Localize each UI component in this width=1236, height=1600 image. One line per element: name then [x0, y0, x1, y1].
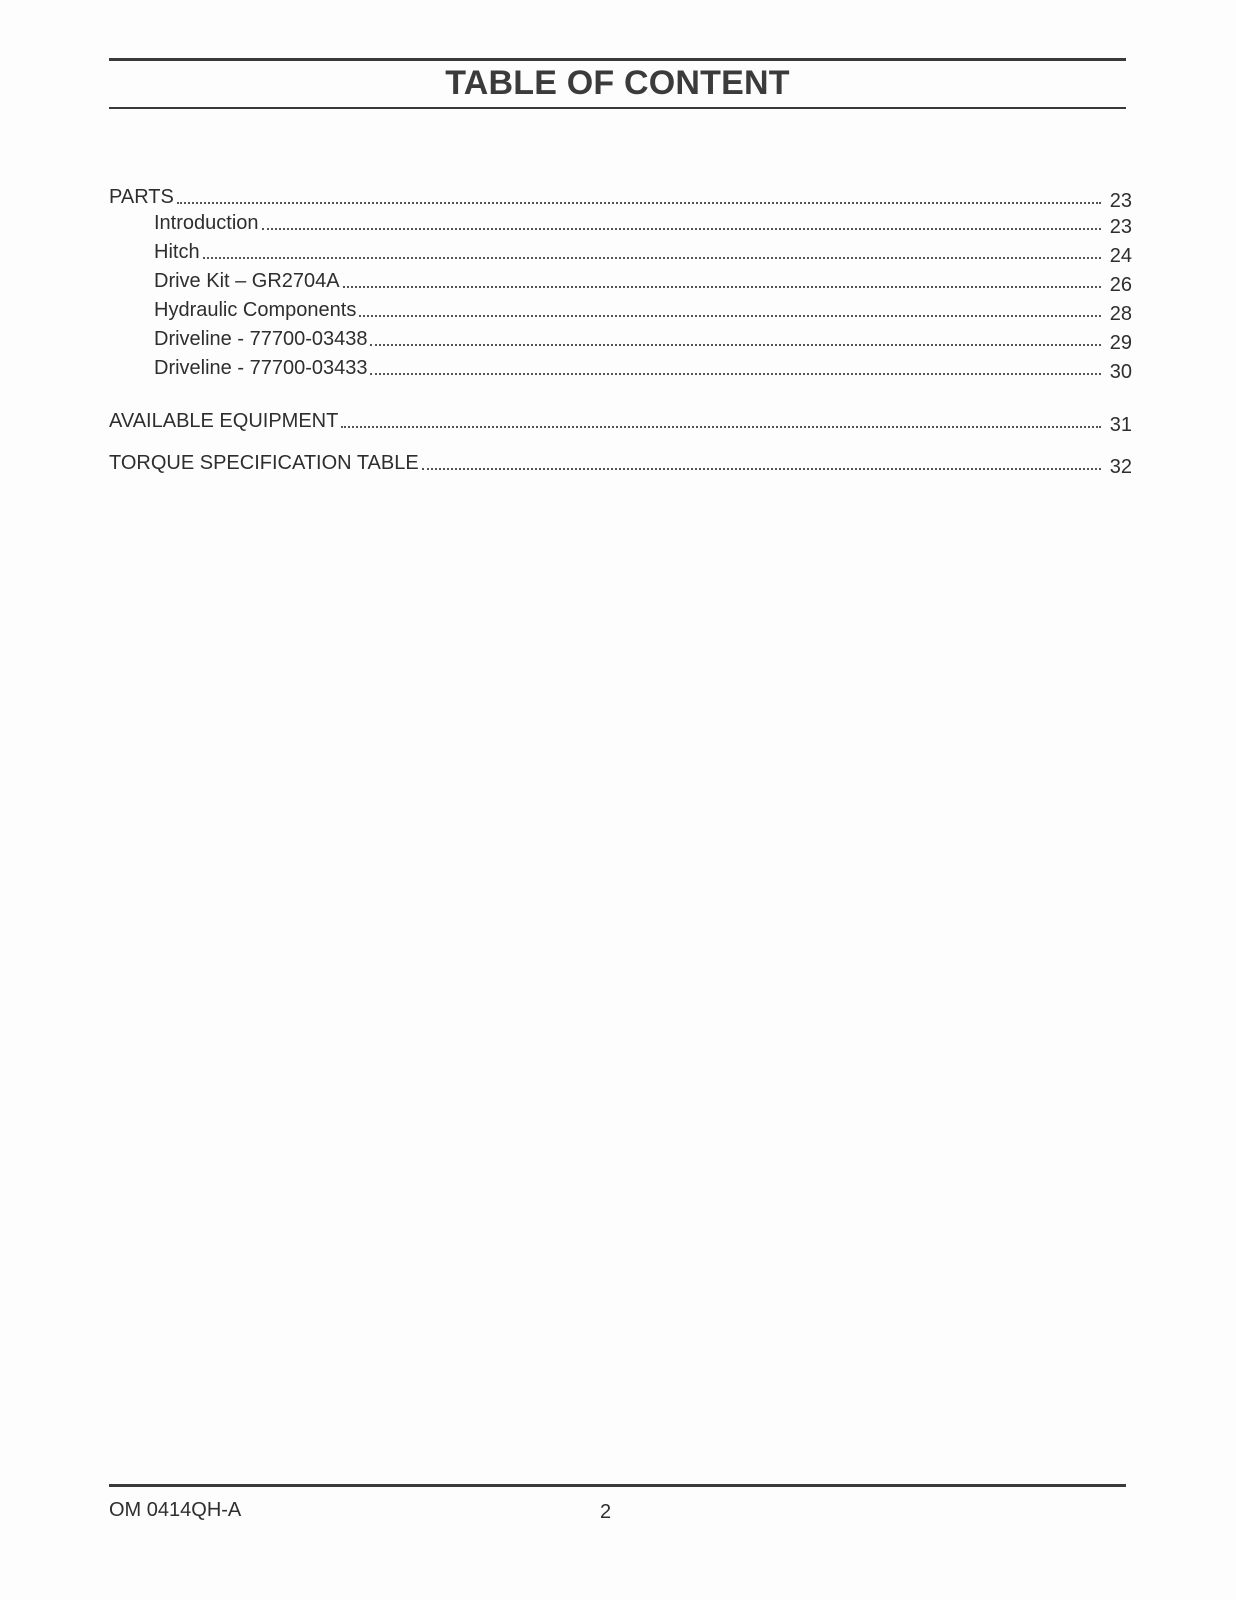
toc-dot-leader	[177, 201, 1101, 204]
toc-dot-leader	[422, 467, 1101, 470]
toc-entry-page: 26	[1109, 274, 1132, 296]
page-title: TABLE OF CONTENT	[445, 64, 790, 102]
toc-entry-page: 31	[1109, 414, 1132, 436]
toc-entry-drive-kit[interactable]	[109, 267, 1132, 296]
toc-entry-page: 29	[1109, 332, 1132, 354]
toc-entry-label: Driveline - 77700-03433	[154, 357, 368, 379]
toc-entry-label: Drive Kit – GR2704A	[154, 270, 340, 292]
toc-entry-label: Driveline - 77700-03438	[154, 328, 368, 350]
toc-entry-label: Hitch	[154, 241, 200, 263]
toc-entry-label: TORQUE SPECIFICATION TABLE	[109, 452, 419, 474]
toc-entry-page: 23	[1109, 216, 1132, 238]
toc-entry-page: 28	[1109, 303, 1132, 325]
footer-page-number: 2	[600, 1501, 612, 1523]
toc-entry-page: 24	[1109, 245, 1132, 267]
toc-entry-hitch[interactable]	[109, 238, 1132, 267]
toc-dot-leader	[359, 314, 1101, 317]
toc-entry-introduction[interactable]	[109, 209, 1132, 238]
header-bottom-rule	[109, 107, 1126, 109]
toc-entry-label: Introduction	[154, 212, 259, 234]
toc-dot-leader	[341, 425, 1101, 428]
toc-entry-label: Hydraulic Components	[154, 299, 357, 321]
toc-entry-parts[interactable]	[109, 183, 1132, 212]
footer-document-code: OM 0414QH-A	[109, 1499, 242, 1521]
toc-entry-driveline-03433[interactable]	[109, 354, 1132, 383]
toc-entry-label: PARTS	[109, 186, 174, 208]
toc-dot-leader	[370, 343, 1101, 346]
toc-entry-label: AVAILABLE EQUIPMENT	[109, 410, 339, 432]
toc-dot-leader	[203, 256, 1101, 259]
toc-entry-available-equipment[interactable]	[109, 407, 1132, 436]
footer-rule	[109, 1484, 1126, 1487]
toc-dot-leader	[370, 372, 1101, 375]
toc-entry-page: 23	[1109, 190, 1132, 212]
toc-entry-torque-specification-table[interactable]	[109, 449, 1132, 478]
toc-entry-driveline-03438[interactable]	[109, 325, 1132, 354]
toc-dot-leader	[262, 227, 1101, 230]
header-top-rule	[109, 58, 1126, 61]
toc-entry-page: 32	[1109, 456, 1132, 478]
toc-dot-leader	[343, 285, 1101, 288]
toc-entry-page: 30	[1109, 361, 1132, 383]
toc-entry-hydraulic-components[interactable]	[109, 296, 1132, 325]
